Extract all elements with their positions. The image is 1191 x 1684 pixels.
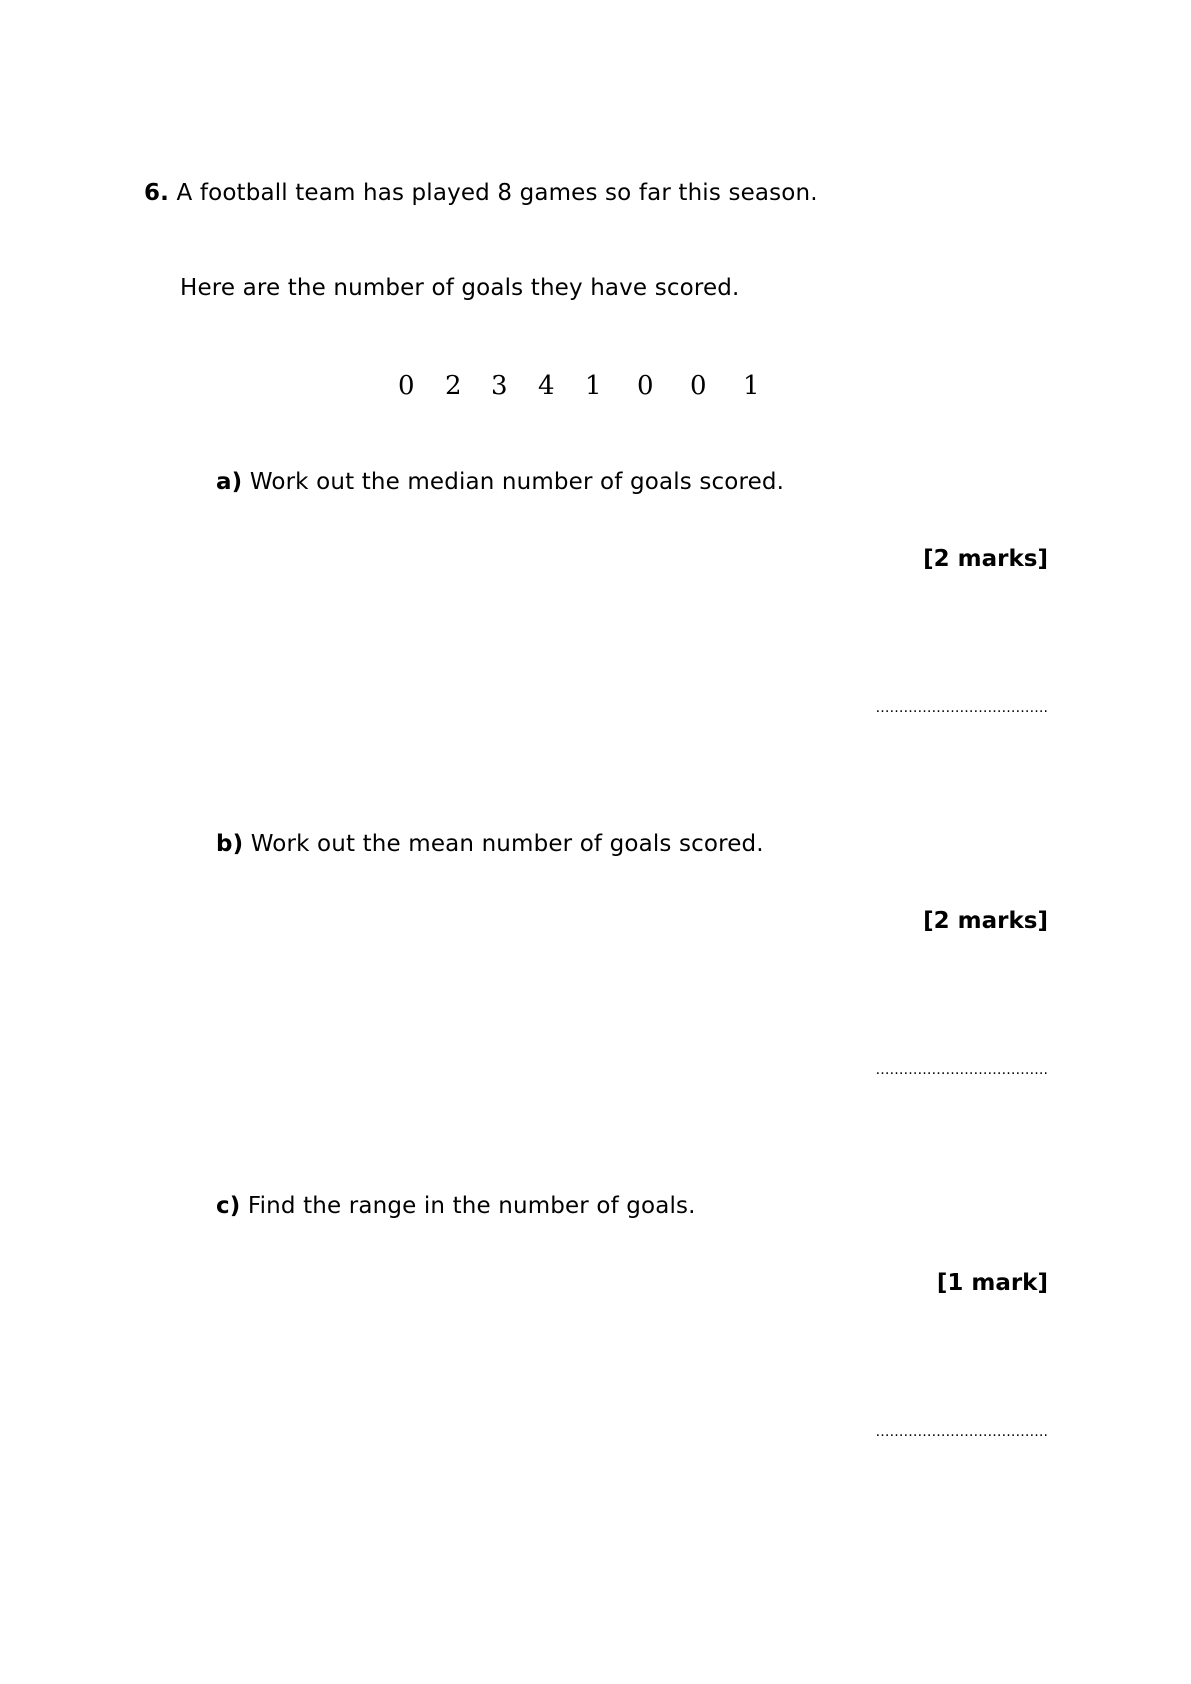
part-c-text: Find the range in the number of goals. [247, 1193, 696, 1219]
part-c-marks: [1 mark] [936, 1270, 1048, 1296]
goals-value: 0 [690, 371, 707, 401]
goals-data-row [398, 368, 778, 404]
part-b-marks: [2 marks] [923, 908, 1048, 934]
data-intro: Here are the number of goals they have scored. [180, 275, 740, 301]
question-number: 6. [144, 180, 170, 206]
part-a-answer-line[interactable]: ………………………………. [875, 700, 1048, 716]
part-a-prompt [216, 467, 784, 497]
goals-value: 3 [491, 371, 508, 401]
part-b-prompt [216, 829, 764, 859]
goals-value: 1 [585, 371, 602, 401]
part-a-label: a) [216, 469, 243, 495]
part-c-label: c) [216, 1193, 241, 1219]
question-intro-text: A football team has played 8 games so far this season. [176, 180, 818, 206]
part-b-text: Work out the mean number of goals scored. [250, 831, 764, 857]
part-a-marks: [2 marks] [923, 546, 1048, 572]
part-b-label: b) [216, 831, 244, 857]
part-c-answer-line[interactable]: ………………………………. [875, 1424, 1048, 1440]
question-intro [144, 178, 818, 208]
part-c-prompt [216, 1191, 696, 1221]
part-b-answer-line[interactable]: ………………………………. [875, 1062, 1048, 1078]
part-a-text: Work out the median number of goals scored. [249, 469, 785, 495]
goals-value: 2 [445, 371, 462, 401]
goals-value: 0 [637, 371, 654, 401]
goals-value: 4 [538, 371, 555, 401]
goals-value: 1 [743, 371, 760, 401]
goals-value: 0 [398, 371, 415, 401]
